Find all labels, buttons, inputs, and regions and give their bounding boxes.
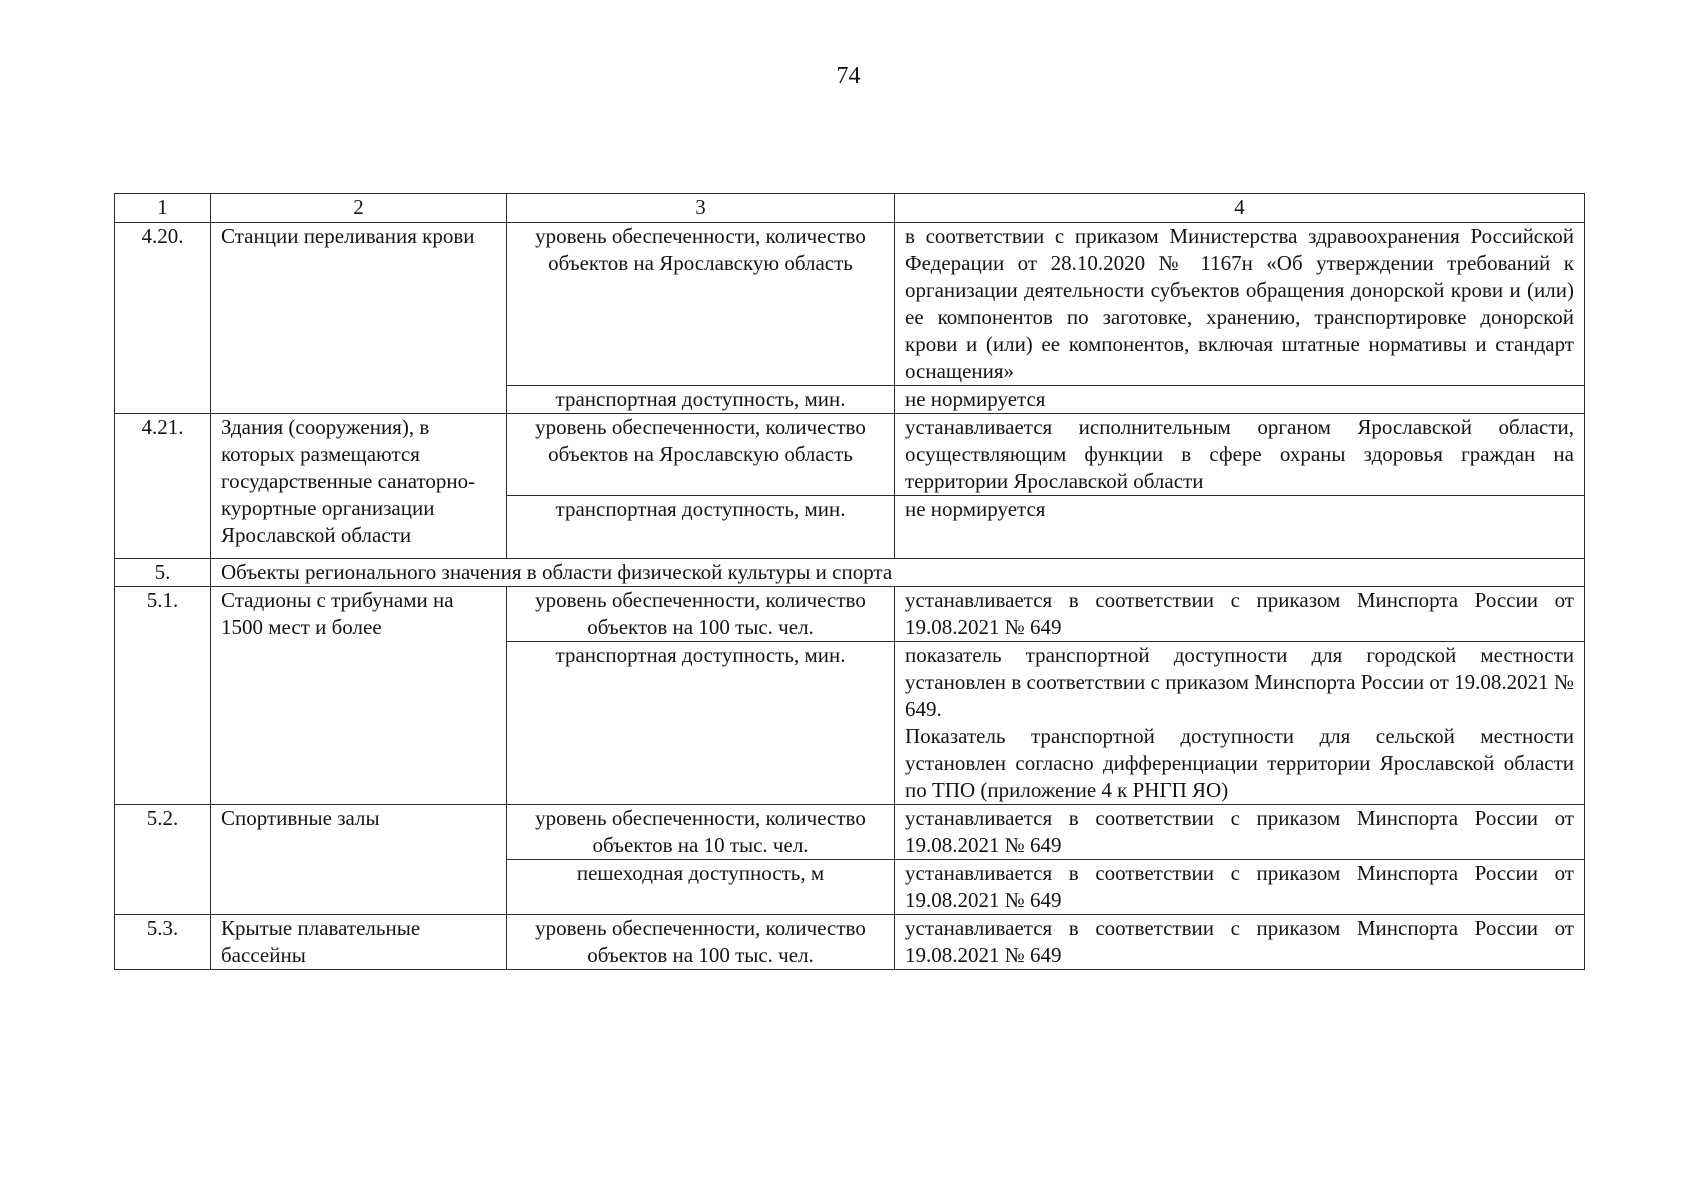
indicator-value: устанавливается в соответствии с приказом Минспорта России от 19.08.2021 № 649	[895, 587, 1585, 642]
indicator-value: не нормируется	[895, 386, 1585, 414]
object-name: Станции переливания крови	[211, 223, 507, 414]
indicator-value: устанавливается в соответствии с приказом Минспорта России от 19.08.2021 № 649	[895, 915, 1585, 970]
row-number: 4.21.	[115, 414, 211, 559]
indicator: транспортная доступность, мин.	[507, 642, 895, 805]
indicator: пешеходная доступность, м	[507, 860, 895, 915]
indicator: уровень обеспеченности, количество объектов на Ярославскую область	[507, 414, 895, 496]
table-row	[115, 223, 1585, 386]
page-number: 74	[836, 63, 861, 89]
indicator-value: устанавливается в соответствии с приказом Минспорта России от 19.08.2021 № 649	[895, 805, 1585, 860]
row-number: 5.3.	[115, 915, 211, 970]
object-name: Спортивные залы	[211, 805, 507, 915]
norms-table	[114, 193, 1585, 970]
indicator: уровень обеспеченности, количество объектов на 100 тыс. чел.	[507, 915, 895, 970]
row-number: 5.1.	[115, 587, 211, 805]
table-row	[115, 414, 1585, 496]
indicator: транспортная доступность, мин.	[507, 386, 895, 414]
table-header-row	[115, 194, 1585, 223]
section-title: Объекты регионального значения в области физической культуры и спорта	[211, 559, 1585, 587]
indicator-value-rural: Показатель транспортной доступности для сельской местности установлен согласно дифференциации территории Ярославской области по ТПО (приложение 4 к РНГП ЯО)	[905, 724, 1574, 802]
section-number: 5.	[115, 559, 211, 587]
indicator-value: не нормируется	[895, 496, 1585, 559]
column-header-3: 3	[507, 194, 895, 223]
column-header-2: 2	[211, 194, 507, 223]
indicator-value: устанавливается в соответствии с приказом Минспорта России от 19.08.2021 № 649	[895, 860, 1585, 915]
table-row	[115, 805, 1585, 860]
indicator: транспортная доступность, мин.	[507, 496, 895, 559]
indicator: уровень обеспеченности, количество объектов на 10 тыс. чел.	[507, 805, 895, 860]
indicator-value: в соответствии с приказом Министерства здравоохранения Российской Федерации от 28.10.2020 № 1167н «Об утверждении требований к организации деятельности субъектов обращения донорской крови и (или) ее компонентов по заготовке, хранению, транспортировке донорской крови и (или) ее компонентов, включая штатные нормативы и стандарт оснащения»	[895, 223, 1585, 386]
indicator-value: устанавливается исполнительным органом Ярославской области, осуществляющим функции в сфере охраны здоровья граждан на территории Ярославской области	[895, 414, 1585, 496]
indicator: уровень обеспеченности, количество объектов на Ярославскую область	[507, 223, 895, 386]
object-name: Крытые плавательные бассейны	[211, 915, 507, 970]
section-row	[115, 559, 1585, 587]
row-number: 5.2.	[115, 805, 211, 915]
row-number: 4.20.	[115, 223, 211, 414]
table-row	[115, 587, 1585, 642]
column-header-4: 4	[895, 194, 1585, 223]
column-header-1: 1	[115, 194, 211, 223]
indicator-value	[895, 642, 1585, 805]
table-row	[115, 915, 1585, 970]
object-name: Стадионы с трибунами на 1500 мест и более	[211, 587, 507, 805]
object-name: Здания (сооружения), в которых размещаются государственные санаторно-курортные организации Ярославской области	[211, 414, 507, 559]
indicator: уровень обеспеченности, количество объектов на 100 тыс. чел.	[507, 587, 895, 642]
indicator-value-urban: показатель транспортной доступности для городской местности установлен в соответствии с приказом Минспорта России от 19.08.2021 № 649.	[905, 643, 1574, 721]
